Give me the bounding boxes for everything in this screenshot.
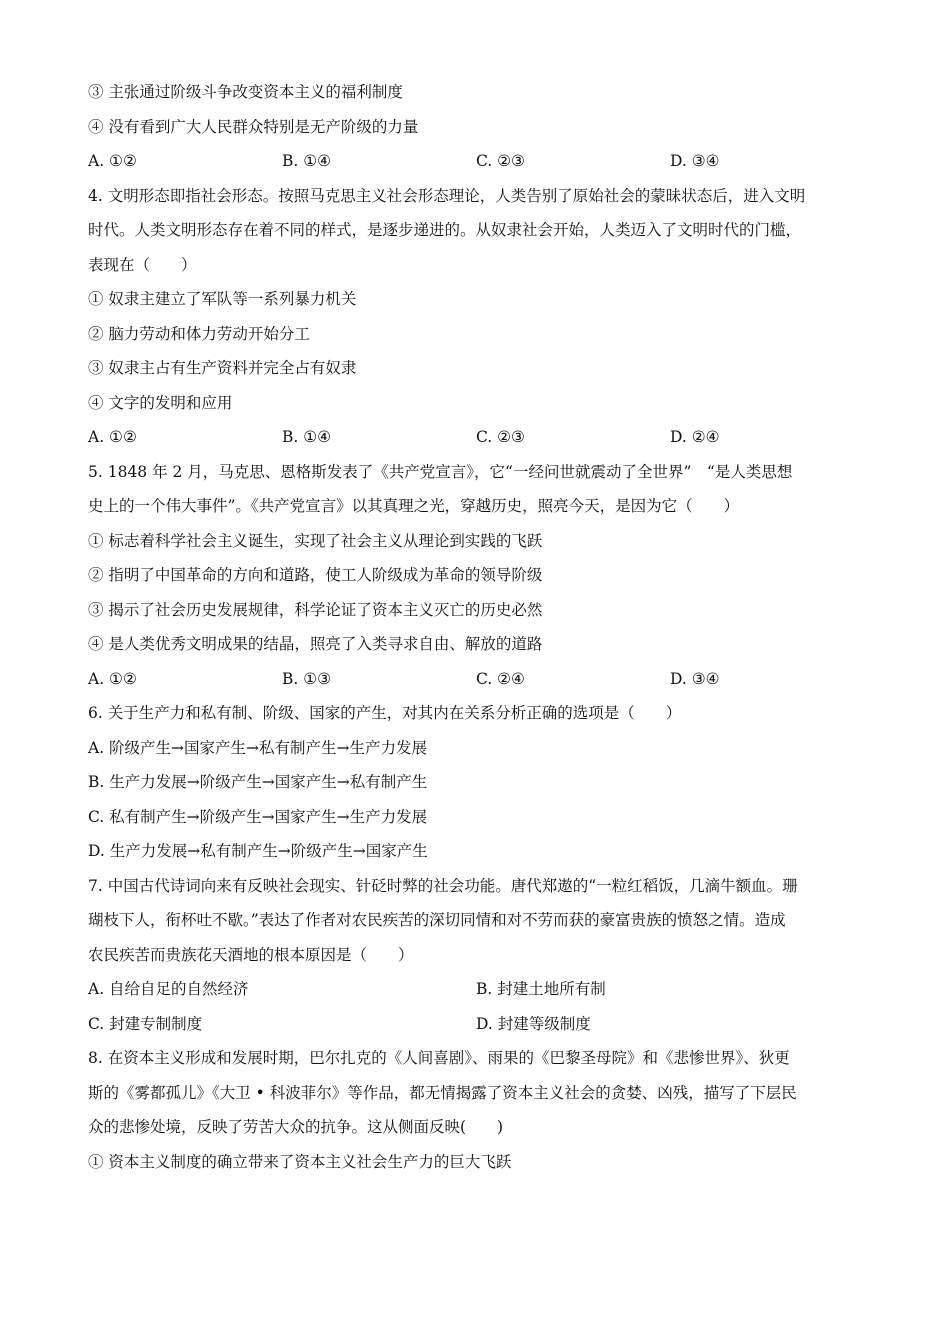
q4-option-d[interactable]: D. ②④ xyxy=(670,428,720,446)
q7-options-row-1 xyxy=(88,975,868,1010)
q5-item-4: ④ 是人类优秀文明成果的结晶，照亮了入类寻求自由、解放的道路 xyxy=(88,635,543,653)
q4-option-c[interactable]: C. ②③ xyxy=(476,428,525,446)
q3-option-c[interactable]: C. ②③ xyxy=(476,152,525,170)
q3-option-a[interactable]: A. ①② xyxy=(88,152,137,170)
q4-item-1: ① 奴隶主建立了军队等一系列暴力机关 xyxy=(88,290,357,308)
q5-options xyxy=(88,665,868,700)
q5-item-2: ② 指明了中国革命的方向和道路，使工人阶级成为革命的领导阶级 xyxy=(88,566,543,584)
q7-stem-line: 农民疾苦而贵族花天酒地的根本原因是（ ） xyxy=(88,945,414,964)
q4-stem-line: 表现在（ ） xyxy=(88,255,197,274)
q8-stem-line: 众的悲惨处境，反映了劳苦大众的抗争。这从侧面反映( ) xyxy=(88,1118,504,1136)
q5-option-d[interactable]: D. ③④ xyxy=(670,669,720,688)
q5-stem-line: 史上的一个伟大事件”。《共产党宣言》以其真理之光，穿越历史，照亮今天，是因为它（ ） xyxy=(88,497,740,515)
q6-option-a[interactable]: A. 阶级产生→国家产生→私有制产生→生产力发展 xyxy=(88,738,428,757)
question-8 xyxy=(88,1044,868,1182)
q4-options xyxy=(88,423,868,458)
q6-option-d[interactable]: D. 生产力发展→私有制产生→阶级产生→国家产生 xyxy=(88,842,428,860)
question-5 xyxy=(88,458,868,700)
q7-stem-line: 瑚枝下人，衔杯吐不歇。”表达了作者对农民疾苦的深切同情和对不劳而获的豪富贵族的愤怒之情。造成 xyxy=(88,911,786,929)
q3-option-d[interactable]: D. ③④ xyxy=(670,152,720,170)
q3-item-4: ④ 没有看到广大人民群众特别是无产阶级的力量 xyxy=(88,117,419,136)
q5-option-a[interactable]: A. ①② xyxy=(88,669,137,688)
q4-item-4: ④ 文字的发明和应用 xyxy=(88,393,233,412)
q5-stem-line: 5. 1848 年 2 月，马克思、恩格斯发表了《共产党宣言》，它“一经问世就震动了全世界” “是人类思想 xyxy=(88,462,793,481)
q8-stem-line: 斯的《雾都孤儿》《大卫 • 科波菲尔》等作品，都无情揭露了资本主义社会的贪婪、凶残，描写了下层民 xyxy=(88,1083,797,1102)
q5-item-1: ① 标志着科学社会主义诞生，实现了社会主义从理论到实践的飞跃 xyxy=(88,531,543,550)
q3-option-b[interactable]: B. ①④ xyxy=(282,152,332,170)
q3-item-3: ③ 主张通过阶级斗争改变资本主义的福利制度 xyxy=(88,83,403,101)
q4-item-3: ③ 奴隶主占有生产资料并完全占有奴隶 xyxy=(88,359,357,377)
question-4 xyxy=(88,182,868,458)
q8-item-1: ① 资本主义制度的确立带来了资本主义社会生产力的巨大飞跃 xyxy=(88,1152,512,1171)
q7-options-row-2 xyxy=(88,1010,868,1045)
question-6 xyxy=(88,699,868,872)
q7-stem-line: 7. 中国古代诗词向来有反映社会现实、针砭时弊的社会功能。唐代郑遨的“一粒红稻饭，几滴牛额血。珊 xyxy=(88,876,798,895)
q4-option-a[interactable]: A. ①② xyxy=(88,428,137,446)
q4-item-2: ② 脑力劳动和体力劳动开始分工 xyxy=(88,324,310,343)
question-7 xyxy=(88,872,868,1045)
q4-option-b[interactable]: B. ①④ xyxy=(282,428,332,446)
q5-option-b[interactable]: B. ①③ xyxy=(282,669,332,688)
q7-option-d[interactable]: D. 封建等级制度 xyxy=(476,1014,591,1033)
q6-option-c[interactable]: C. 私有制产生→阶级产生→国家产生→生产力发展 xyxy=(88,807,428,826)
q4-stem-line: 4. 文明形态即指社会形态。按照马克思主义社会形态理论，人类告别了原始社会的蒙昧状态后，进入文明 xyxy=(88,186,806,205)
q8-stem-line: 8. 在资本主义形成和发展时期，巴尔扎克的《人间喜剧》、雨果的《巴黎圣母院》和《悲惨世界》、狄更 xyxy=(88,1049,790,1067)
q3-options xyxy=(88,147,868,182)
q6-option-b[interactable]: B. 生产力发展→阶级产生→国家产生→私有制产生 xyxy=(88,773,428,791)
q7-option-b[interactable]: B. 封建土地所有制 xyxy=(476,980,606,998)
q7-option-c[interactable]: C. 封建专制制度 xyxy=(88,1014,203,1033)
q6-stem-line: 6. 关于生产力和私有制、阶级、国家的产生，对其内在关系分析正确的选项是（ ） xyxy=(88,704,682,722)
question-3 xyxy=(88,78,868,182)
q5-option-c[interactable]: C. ②④ xyxy=(476,669,525,688)
q5-item-3: ③ 揭示了社会历史发展规律，科学论证了资本主义灭亡的历史必然 xyxy=(88,600,543,619)
exam-page xyxy=(88,78,868,1182)
q4-stem-line: 时代。人类文明形态存在着不同的样式，是逐步递进的。从奴隶社会开始，人类迈入了文明时代的门槛， xyxy=(88,221,802,239)
q7-option-a[interactable]: A. 自给自足的自然经济 xyxy=(88,980,249,998)
